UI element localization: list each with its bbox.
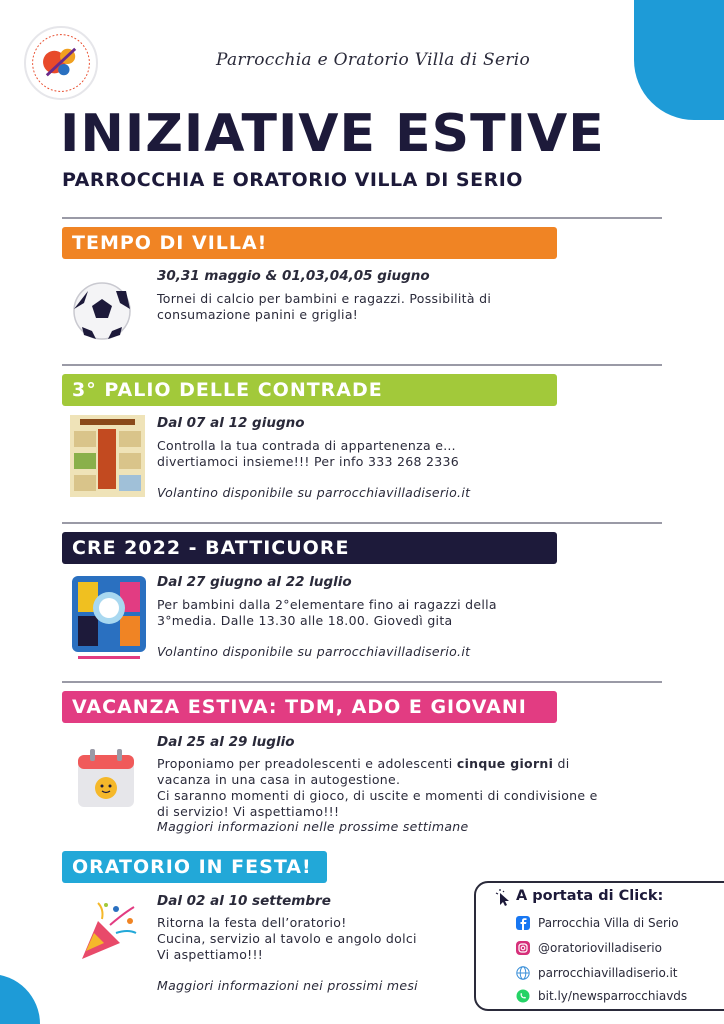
event-date: Dal 07 al 12 giugno xyxy=(157,415,305,431)
event-description: Tornei di calcio per bambini e ragazzi. Possibilità di consumazione panini e griglia! xyxy=(157,291,492,322)
flyer-thumbnail-icon xyxy=(70,415,145,497)
facebook-icon xyxy=(516,916,530,930)
divider xyxy=(62,364,662,366)
event-description: Proponiamo per preadolescenti e adolescenti cinque giorni di vacanza in una casa in autogestione. Ci saranno momenti di gioco, di uscite e momenti di condivisione e di servizio! Vi aspettiamo!!! xyxy=(157,756,598,819)
social-link-facebook[interactable]: Parrocchia Villa di Serio xyxy=(516,916,679,930)
party-popper-icon xyxy=(76,899,140,965)
event-date: 30,31 maggio & 01,03,04,05 giugno xyxy=(157,268,430,284)
social-title: A portata di Click: xyxy=(516,888,664,904)
social-link-website[interactable]: parrocchiavilladiserio.it xyxy=(516,966,678,980)
divider xyxy=(62,217,662,219)
flyer-note: Volantino disponibile su parrocchiavilladiserio.it xyxy=(157,485,471,500)
page-title: INIZIATIVE ESTIVE xyxy=(60,104,605,164)
social-links-box xyxy=(474,881,724,1011)
social-link-whatsapp[interactable]: bit.ly/newsparrocchiavds xyxy=(516,989,687,1003)
more-info-note: Maggiori informazioni nelle prossime settimane xyxy=(157,819,469,834)
event-date: Dal 02 al 10 settembre xyxy=(157,893,331,909)
calendar-sun-icon xyxy=(76,747,136,809)
section-banner-vacanza-estiva: VACANZA ESTIVA: TDM, ADO E GIOVANI xyxy=(62,691,557,723)
batticuore-logo-icon xyxy=(70,572,148,664)
soccer-ball-icon xyxy=(72,281,132,341)
more-info-note: Maggiori informazioni nei prossimi mesi xyxy=(157,978,418,993)
oratorio-logo xyxy=(24,26,98,100)
page-subtitle: PARROCCHIA E ORATORIO VILLA DI SERIO xyxy=(62,169,523,191)
whatsapp-icon xyxy=(516,989,530,1003)
event-description: Per bambini dalla 2°elementare fino ai ragazzi della 3°media. Dalle 13.30 alle 18.00. Giovedì gita xyxy=(157,597,497,628)
flyer-note: Volantino disponibile su parrocchiavilladiserio.it xyxy=(157,644,471,659)
decorative-blob-bottom-left xyxy=(0,974,40,1024)
globe-icon xyxy=(516,966,530,980)
event-date: Dal 25 al 29 luglio xyxy=(157,734,295,750)
section-banner-oratorio-in-festa: ORATORIO IN FESTA! xyxy=(62,851,327,883)
cursor-click-icon xyxy=(494,889,512,907)
social-link-instagram[interactable]: @oratoriovilladiserio xyxy=(516,941,662,955)
event-description: Ritorna la festa dell’oratorio! Cucina, servizio al tavolo e angolo dolci Vi aspettiamo!!! xyxy=(157,915,417,962)
divider xyxy=(62,522,662,524)
section-banner-cre-2022: CRE 2022 - BATTICUORE xyxy=(62,532,557,564)
event-date: Dal 27 giugno al 22 luglio xyxy=(157,574,352,590)
logo-icon xyxy=(26,28,96,98)
instagram-icon xyxy=(516,941,530,955)
event-description: Controlla la tua contrada di appartenenza e… divertiamoci insieme!!! Per info 333 268 2336 xyxy=(157,438,460,469)
divider xyxy=(62,681,662,683)
parish-script-heading: Parrocchia e Oratorio Villa di Serio xyxy=(216,50,531,70)
decorative-blob-top-right xyxy=(634,0,724,120)
section-banner-tempo-di-villa: TEMPO DI VILLA! xyxy=(62,227,557,259)
section-banner-palio: 3° PALIO DELLE CONTRADE xyxy=(62,374,557,406)
